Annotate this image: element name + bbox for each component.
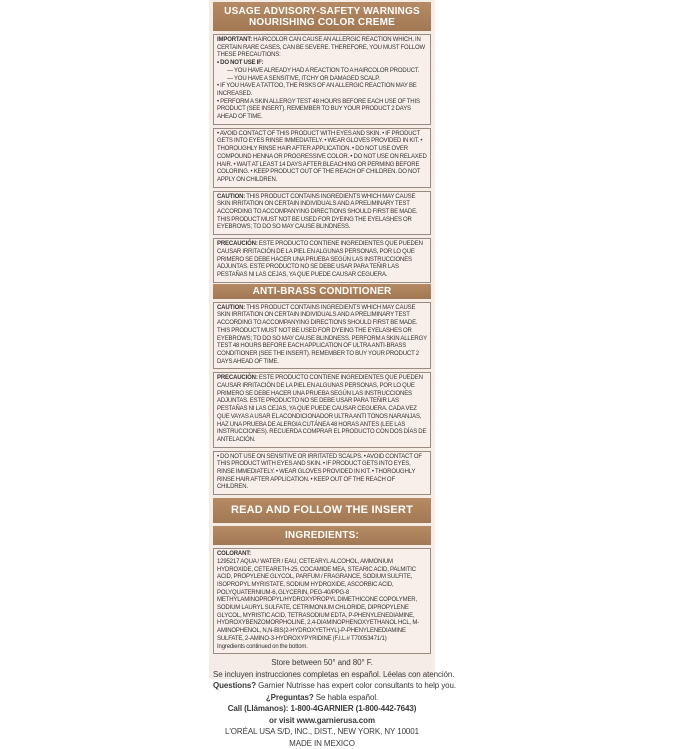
questions-text: Garnier Nutrisse has expert color consultants to help you. [256,681,456,691]
ingredients-list: 1295217 AQUA / WATER / EAU, CETEARYL ALCOHOL, AMMONIUM HYDROXIDE, CETEARETH-25, COCAMIDE MEA, STEARIC ACID, PALMITIC ACID, PROPYLENE GLYCOL, PARFUM / FRAGRANCE, SODIUM SULFITE, ISOPROPYL MYRISTATE, SODIUM HYDROXIDE, ASCORBIC ACID, POLYQUATERNIUM-6, GLYCERIN, PEG-40/PPG-8 METHYLAMINOPROPYL/HYDROXYPROPYL DIMETHICONE COPOLYMER, SODIUM LAURYL SULFATE, CETRIMONIUM CHLORIDE, DIPROPYLENE GLYCOL, MYRISTIC ACID, TETRASODIUM EDTA, P-PHENYLENEDIAMINE, HYDROXYBENZOMORPHOLINE, 2,4-DIAMINOPHENOXYETHANOL HCL, M-AMINOPHENOL, N,N-BIS(2-HYDROXYETHYL)-P-PHENYLENEDIAMINE SULFATE, 2-AMINO-3-HYDROXYPYRIDINE (F.I.L.# T70053471/1) [217,558,420,642]
avoid-contact-box [213,128,431,188]
spanish-instructions-text: Se incluyen instrucciones completas en español. Léelas con atención. [213,669,455,679]
anti-brass-header: ANTI-BRASS CONDITIONER [213,284,431,299]
conditioner-caution-box [213,302,431,370]
list-item: — YOU HAVE A SENSITIVE, ITCHY OR DAMAGED SCALP. [227,75,380,82]
allergy-test-warning: • PERFORM A SKIN ALLERGY TEST 48 HOURS BEFORE EACH USE OF THIS PRODUCT (SEE INSERT). REMEMBER TO BUY YOUR PRODUCT 2 DAYS AHEAD OF TIME. [217,98,420,121]
company-address: L'ORÉAL USA S/D, INC., DIST., NEW YORK, NY 10001 [225,727,419,737]
call-line: Call (Llámanos): 1-800-4GARNIER (1-800-442-7643) [227,704,417,714]
caution-box [213,191,431,236]
precaucion-box [213,238,431,283]
read-insert-header: READ AND FOLLOW THE INSERT [213,498,431,523]
package-footer [213,657,456,749]
ingredients-continued: Ingredients continued on the bottom. [217,643,308,650]
precaucion-label: PRECAUCIÓN: [217,241,258,248]
conditioner-precaucion-box [213,372,431,447]
preguntas-label: ¿Preguntas? [265,692,314,702]
tattoo-warning: • IF YOU HAVE A TATTOO, THE RISKS OF AN ALLERGIC REACTION MAY BE INCREASED. [217,83,417,97]
conditioner-precaucion-text: ESTE PRODUCTO CONTIENE INGREDIENTES QUE PUEDEN CAUSAR IRRITACIÓN DE LA PIEL EN ALGUNAS PERSONAS, POR LO QUE PRIMERO SE DEBE HACER UNA PRUEBA SEGÚN LAS INSTRUCCIONES ADJUNTAS. ESTE PRODUCTO NO SE DEBE USAR PARA TEÑIR LAS PESTAÑAS NI LAS CEJAS, YA QUE PUEDE CAUSAR CEGUERA. CADA VEZ QUE VAYAS A USAR EL ACONDICIONADOR ULTRA ANTI TONOS NARANJAS, HAZ UNA PRUEBA DE ALERGIA CUTÁNEA 48 HORAS ANTES (LEE LAS INSTRUCCIONES). RECUERDA COMPRAR EL PRODUCTO CON DOS DÍAS DE ANTELACIÓN. [217,375,427,443]
important-label: IMPORTANT: [217,37,253,43]
conditioner-caution-text: THIS PRODUCT CONTAINS INGREDIENTS WHICH MAY CAUSE SKIN IRRITATION ON CERTAIN INDIVIDUALS AND A PRELIMINARY TEST ACCORDING TO ACCOMPANYING DIRECTIONS SHOULD FIRST BE MADE. THIS PRODUCT MUST NOT BE USED FOR DYEING THE EYELASHES OR EYEBROWS; TO DO SO MAY CAUSE BLINDNESS. PERFORM A SKIN ALLERGY TEST 48 HOURS BEFORE EACH APPLICATION OF ULTRA ANTI-BRASS CONDITIONER (SEE THE INSERT). REMEMBER TO BUY YOUR PRODUCT 2 DAYS AHEAD OF TIME. [217,304,427,365]
questions-label: Questions? [213,681,257,691]
caution-label: CAUTION: [217,193,246,200]
ingredients-box [213,548,431,654]
important-text: HAIRCOLOR CAN CAUSE AN ALLERGIC REACTION WHICH, IN CERTAIN RARE CASES, CAN BE SEVERE. THEREFORE, YOU MUST FOLLOW THESE PRECAUTIONS: [217,37,425,59]
color-creme-title: NOURISHING COLOR CREME [248,17,396,28]
storage-text: Store between 50° and 80° F. [271,658,373,668]
preguntas-line [213,692,431,704]
important-box [213,34,431,125]
do-not-use-label: • DO NOT USE IF: [217,60,264,67]
ingredients-header: INGREDIENTS: [213,526,431,545]
preguntas-text: Se habla español. [313,692,379,702]
usage-warnings-title: USAGE ADVISORY-SAFETY WARNINGS [224,6,420,17]
caution-text: THIS PRODUCT CONTAINS INGREDIENTS WHICH MAY CAUSE SKIN IRRITATION ON CERTAIN INDIVIDUALS AND A PRELIMINARY TEST ACCORDING TO ACCOMPANYING DIRECTIONS SHOULD FIRST BE MADE. THIS PRODUCT MUST NOT BE USED FOR DYEING THE EYELASHES OR EYEBROWS; TO DO SO MAY CAUSE BLINDNESS. [217,193,418,231]
avoid-contact-text: • AVOID CONTACT OF THIS PRODUCT WITH EYES AND SKIN. • IF PRODUCT GETS INTO EYES RINSE IMMEDIATELY. • WEAR GLOVES PROVIDED IN KIT. • THOROUGHLY RINSE HAIR AFTER APPLICATION. • DO NOT USE OVER COMPOUND HENNA OR PROGRESSIVE COLOR. • DO NOT USE ON RELAXED HAIR. • WAIT AT LEAST 14 DAYS AFTER BLEACHING OR PERMING BEFORE COLORING. • KEEP PRODUCT OUT OF THE REACH OF CHILDREN. DO NOT APPLY ON CHILDREN. [217,130,427,183]
precaucion-label: PRECAUCIÓN: [217,375,258,382]
colorant-label: COLORANT: [217,551,251,558]
list-item: — YOU HAVE ALREADY HAD A REACTION TO A HAIRCOLOR PRODUCT. [227,67,420,74]
conditioner-warnings-box [213,451,431,496]
made-in-text: MADE IN MEXICO [289,738,355,748]
caution-label: CAUTION: [217,304,246,311]
usage-warnings-header [213,2,431,31]
website-line: or visit www.garnierusa.com [269,715,375,725]
precaucion-text: ESTE PRODUCTO CONTIENE INGREDIENTES QUE PUEDEN CAUSAR IRRITACIÓN DE LA PIEL EN ALGUNAS PERSONAS, POR LO QUE PRIMERO SE DEBE HACER UNA PRUEBA SEGÚN LAS INSTRUCCIONES ADJUNTAS. ESTE PRODUCTO NO SE DEBE USAR PARA TEÑIR LAS PESTAÑAS NI LAS CEJAS, YA QUE PUEDE CAUSAR CEGUERA. [217,241,423,278]
questions-line [213,680,456,692]
warnings-column [213,2,456,749]
conditioner-warnings-text: • DO NOT USE ON SENSITIVE OR IRRITATED SCALPS. • AVOID CONTACT OF THIS PRODUCT WITH EYES AND SKIN. • IF PRODUCT GETS INTO EYES, RINSE IMMEDIATELY. • WEAR GLOVES PROVIDED IN KIT. • THOROUGHLY RINSE HAIR AFTER APPLICATION. • KEEP OUT OF THE REACH OF CHILDREN. [217,453,422,491]
